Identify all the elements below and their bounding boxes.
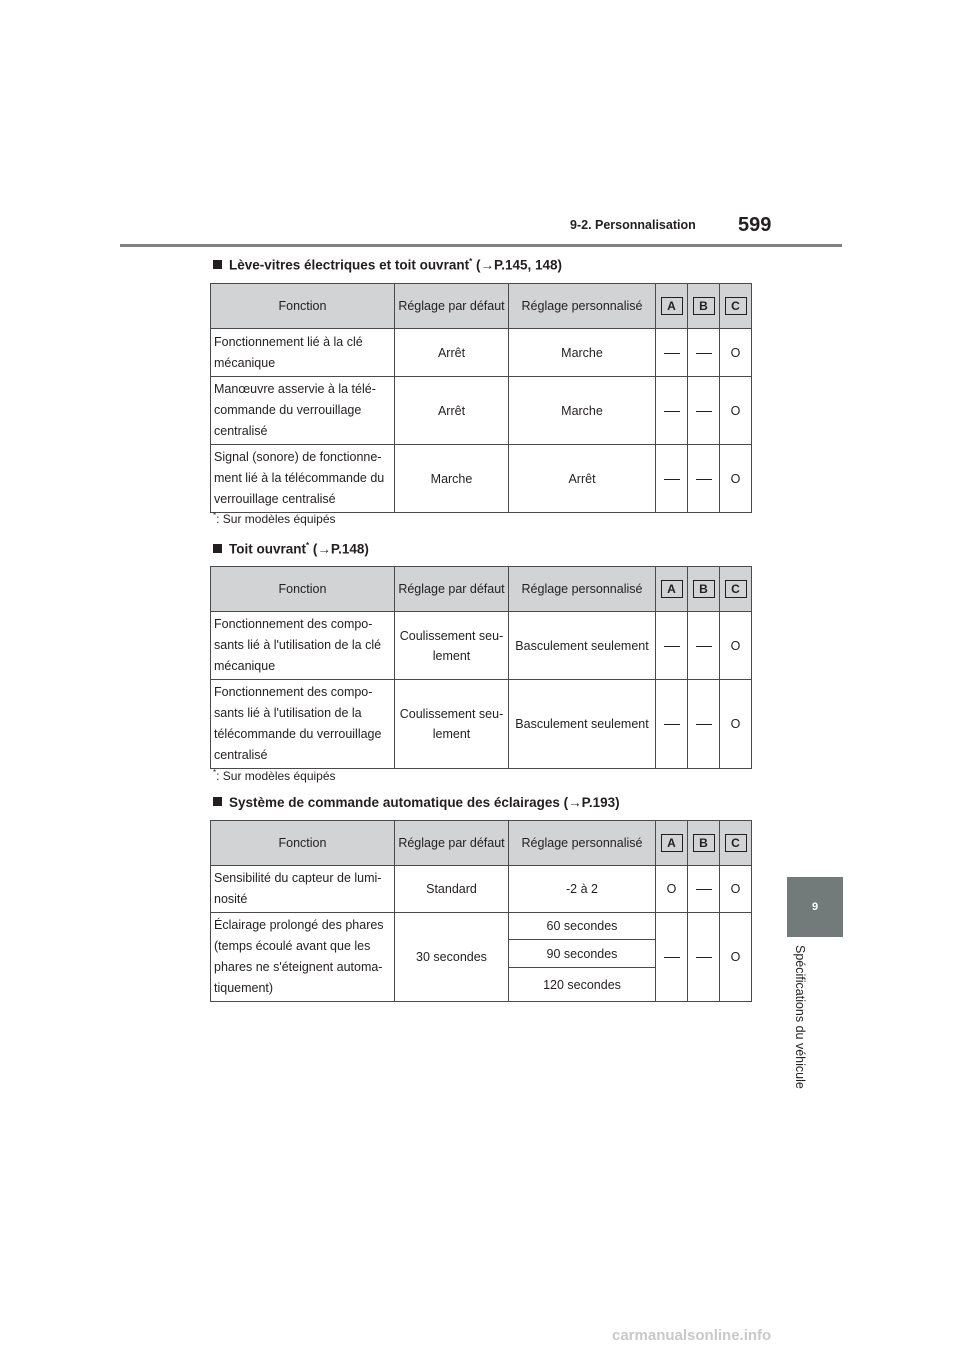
chapter-title: Spécifications du véhicule [793, 945, 807, 1089]
col-a: A [656, 284, 688, 329]
table-row: Manœuvre asservie à la télé-commande du verrouillage centralisé Arrêt Marche O [211, 377, 752, 445]
col-fonction: Fonction [211, 284, 395, 329]
table-windows [210, 283, 752, 513]
section-title: 9-2. Personnalisation [570, 218, 696, 232]
col-defaut: Réglage par défaut [395, 284, 509, 329]
dash-icon [696, 957, 712, 958]
table-row: Éclairage prolongé des phares (temps écoulé avant que les phares ne s'éteignent automa-tiquement) 30 secondes 60 secondes O [211, 913, 752, 940]
section-heading-sunroof: Toit ouvrant* (→P.148) [213, 541, 369, 557]
col-perso: Réglage personnalisé [509, 284, 656, 329]
table-sunroof [210, 566, 752, 769]
footnote: *: Sur modèles équipés [213, 768, 336, 783]
dash-icon [664, 724, 680, 725]
col-a: A [656, 567, 688, 612]
dash-icon [664, 353, 680, 354]
dash-icon [696, 889, 712, 890]
col-c: C [720, 821, 752, 866]
table-row: Sensibilité du capteur de lumi-nosité Standard -2 à 2 O O [211, 866, 752, 913]
page-number: 599 [738, 214, 772, 236]
dash-icon [664, 957, 680, 958]
header-divider [120, 244, 842, 247]
col-c: C [720, 567, 752, 612]
col-defaut: Réglage par défaut [395, 821, 509, 866]
table-header-row [211, 821, 752, 866]
section-heading-windows: Lève-vitres électriques et toit ouvrant* (→P.145, 148) [213, 257, 562, 273]
col-a: A [656, 821, 688, 866]
table-header-row [211, 567, 752, 612]
dash-icon [664, 479, 680, 480]
bullet-icon [213, 797, 222, 806]
col-b: B [688, 821, 720, 866]
col-fonction: Fonction [211, 567, 395, 612]
dash-icon [696, 479, 712, 480]
bullet-icon [213, 260, 222, 269]
col-perso: Réglage personnalisé [509, 567, 656, 612]
table-lighting [210, 820, 752, 1002]
col-b: B [688, 284, 720, 329]
chapter-tab [787, 877, 843, 937]
chapter-tab-number: 9 [811, 901, 819, 913]
table-header-row [211, 284, 752, 329]
col-fonction: Fonction [211, 821, 395, 866]
section-heading-lighting: Système de commande automatique des éclairages (→P.193) [213, 795, 620, 810]
table-row: 120 secondes [211, 968, 752, 1002]
dash-icon [696, 724, 712, 725]
dash-icon [664, 646, 680, 647]
dash-icon [664, 411, 680, 412]
dash-icon [696, 646, 712, 647]
table-row: Fonctionnement lié à la clé mécanique Arrêt Marche O [211, 329, 752, 377]
col-c: C [720, 284, 752, 329]
footnote: *: Sur modèles équipés [213, 511, 336, 526]
table-row: Fonctionnement des compo-sants lié à l'utilisation de la télécommande du verrouillage centralisé Coulissement seu-lement Basculement seulement O [211, 680, 752, 769]
dash-icon [696, 411, 712, 412]
table-row: 90 secondes [211, 940, 752, 968]
table-row: Fonctionnement des compo-sants lié à l'utilisation de la clé mécanique Coulissement seu-lement Basculement seulement O [211, 612, 752, 680]
col-defaut: Réglage par défaut [395, 567, 509, 612]
bullet-icon [213, 544, 222, 553]
table-row: Signal (sonore) de fonctionne-ment lié à la télécommande du verrouillage centralisé Marche Arrêt O [211, 445, 752, 513]
dash-icon [696, 353, 712, 354]
watermark: carmanualsonline.info [612, 1327, 772, 1344]
col-perso: Réglage personnalisé [509, 821, 656, 866]
col-b: B [688, 567, 720, 612]
